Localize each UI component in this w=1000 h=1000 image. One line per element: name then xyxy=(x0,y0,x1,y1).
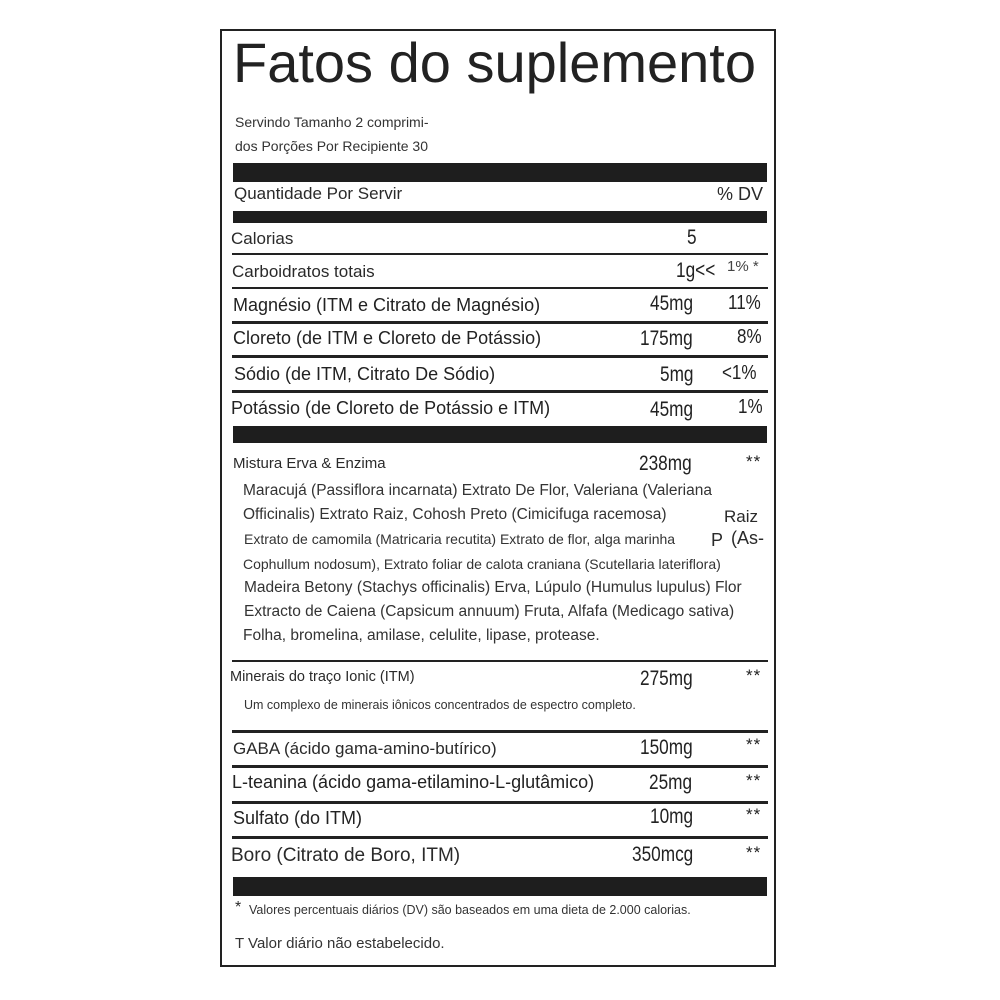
ingredient-name: Boro (Citrato de Boro, ITM) xyxy=(231,845,461,866)
nutrient-dv: 1% * xyxy=(727,258,759,275)
nutrient-amount: 45mg xyxy=(650,398,694,421)
amount-per-serving-label: Quantidade Por Servir xyxy=(234,184,403,203)
serving-size-line: Servindo Tamanho 2 comprimi- xyxy=(235,114,429,130)
minerals-dv: ** xyxy=(746,666,762,685)
nutrient-amount: 175mg xyxy=(640,327,693,350)
panel-title: Fatos do suplemento xyxy=(233,31,756,94)
blend-side-p: P xyxy=(711,530,724,550)
thick-divider xyxy=(233,877,767,896)
row-divider xyxy=(232,836,768,839)
ingredient-amount: 25mg xyxy=(649,771,693,794)
minerals-amount: 275mg xyxy=(640,667,693,690)
thick-divider xyxy=(233,163,767,182)
row-divider xyxy=(232,730,768,733)
blend-ingredients-line: Officinalis) Extrato Raiz, Cohosh Preto (Cimicifuga racemosa) xyxy=(243,506,667,523)
ingredient-name: L-teanina (ácido gama-etilamino-L-glutâmico) xyxy=(232,772,595,792)
dv-not-established-note: T Valor diário não estabelecido. xyxy=(235,935,445,952)
nutrient-dv: <1% xyxy=(722,362,757,384)
row-divider xyxy=(232,660,768,662)
thick-divider xyxy=(233,211,767,223)
blend-ingredients-line: Folha, bromelina, amilase, celulite, lipase, protease. xyxy=(243,627,600,644)
blend-side-as: (As- xyxy=(731,528,764,548)
ingredient-amount: 10mg xyxy=(650,805,694,828)
nutrient-name: Magnésio (ITM e Citrato de Magnésio) xyxy=(233,295,541,315)
nutrient-amount: 45mg xyxy=(650,292,694,315)
footnote-star: * xyxy=(235,899,242,916)
ingredient-amount: 350mcg xyxy=(632,843,694,866)
ingredient-dv: ** xyxy=(746,771,762,790)
nutrient-dv: 8% xyxy=(737,326,762,348)
row-divider xyxy=(232,390,768,393)
ingredient-dv: ** xyxy=(746,805,762,824)
blend-ingredients-line: Extracto de Caiena (Capsicum annuum) Fruta, Alfafa (Medicago sativa) xyxy=(244,603,735,620)
ingredient-name: Sulfato (do ITM) xyxy=(233,808,363,828)
nutrient-amount: 1g<< xyxy=(676,259,716,282)
blend-side-raiz: Raiz xyxy=(724,507,759,526)
blend-amount: 238mg xyxy=(639,452,692,475)
ingredient-name: GABA (ácido gama-amino-butírico) xyxy=(233,739,497,758)
blend-name: Mistura Erva & Enzima xyxy=(233,455,386,472)
row-divider xyxy=(232,321,768,324)
ingredient-dv: ** xyxy=(746,735,762,754)
minerals-description: Um complexo de minerais iônicos concentrados de espectro completo. xyxy=(244,698,636,712)
row-divider xyxy=(232,355,768,358)
thick-divider xyxy=(233,426,767,443)
nutrient-dv: 1% xyxy=(738,396,763,418)
nutrient-name: Calorias xyxy=(231,229,294,248)
blend-ingredients-line: Cophullum nodosum), Extrato foliar de calota craniana (Scutellaria lateriflora) xyxy=(243,556,721,572)
minerals-name: Minerais do traço Ionic (ITM) xyxy=(230,669,415,685)
blend-ingredients-line: Maracujá (Passiflora incarnata) Extrato De Flor, Valeriana (Valeriana xyxy=(243,482,712,499)
blend-ingredients-line: Madeira Betony (Stachys officinalis) Erva, Lúpulo (Humulus lupulus) Flor xyxy=(244,579,742,596)
nutrient-name: Potássio (de Cloreto de Potássio e ITM) xyxy=(231,398,551,418)
nutrient-name: Carboidratos totais xyxy=(232,262,375,281)
nutrient-name: Sódio (de ITM, Citrato De Sódio) xyxy=(234,364,496,384)
dv-footnote: Valores percentuais diários (DV) são baseados em uma dieta de 2.000 calorias. xyxy=(249,903,691,917)
percent-dv-label: % DV xyxy=(717,184,764,204)
blend-dv: ** xyxy=(746,452,762,471)
row-divider xyxy=(232,801,768,804)
row-divider xyxy=(232,287,768,289)
servings-per-container-line: dos Porções Por Recipiente 30 xyxy=(235,138,428,154)
ingredient-amount: 150mg xyxy=(640,736,693,759)
row-divider xyxy=(232,765,768,768)
blend-ingredients-line: Extrato de camomila (Matricaria recutita) Extrato de flor, alga marinha xyxy=(244,531,676,547)
ingredient-dv: ** xyxy=(746,843,762,862)
nutrient-amount: 5mg xyxy=(660,363,694,386)
nutrient-name: Cloreto (de ITM e Cloreto de Potássio) xyxy=(233,328,542,348)
row-divider xyxy=(232,253,768,255)
nutrient-dv: 11% xyxy=(728,292,761,314)
nutrient-amount: 5 xyxy=(687,226,697,249)
